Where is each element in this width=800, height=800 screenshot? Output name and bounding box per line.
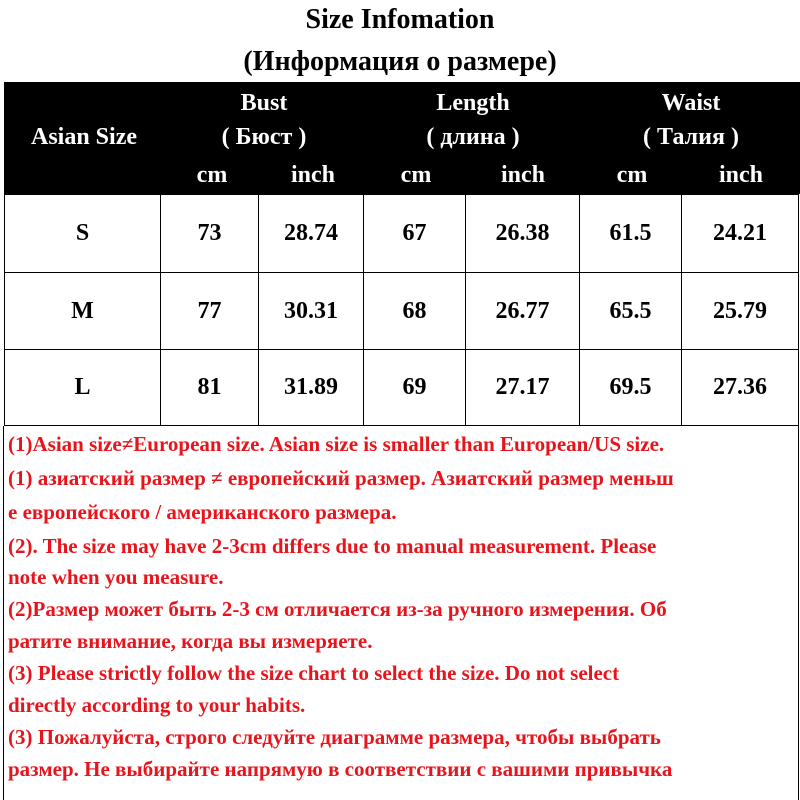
header-asian-size: Asian Size — [30, 124, 137, 150]
header-bust-ru: ( Бюст ) — [221, 124, 307, 150]
note-line: (3) Пожалуйста, строго следуйте диаграмме размера, чтобы выбрать — [8, 725, 661, 749]
row-l-length-cm: 69 — [402, 374, 427, 400]
row-s-waist-cm: 61.5 — [609, 220, 652, 246]
row-s-bust-inch: 28.74 — [284, 220, 338, 246]
note-line: размер. Не выбирайте напрямую в соответствии с вашими привычка — [8, 757, 673, 781]
row-l-waist-cm: 69.5 — [609, 374, 652, 400]
row-l-size: L — [74, 374, 91, 400]
header-waist-ru: ( Талия ) — [643, 124, 739, 150]
table-header — [4, 82, 800, 194]
row-l-bust-cm: 81 — [197, 374, 222, 400]
note-line: (2). The size may have 2-3cm differs due to manual measurement. Please — [8, 534, 657, 558]
header-length: Length — [436, 90, 510, 116]
row-s-size: S — [75, 220, 90, 246]
unit-bust-cm: cm — [196, 162, 228, 188]
note-line: (2)Размер может быть 2-3 см отличается из-за ручного измерения. Об — [8, 597, 667, 621]
header-waist: Waist — [661, 90, 721, 116]
size-table — [4, 194, 799, 426]
row-l-length-inch: 27.17 — [495, 374, 550, 400]
row-s-bust-cm: 73 — [197, 220, 222, 246]
size-notes — [3, 426, 799, 800]
unit-waist-cm: cm — [616, 162, 648, 188]
row-m-bust-cm: 77 — [197, 297, 222, 324]
unit-waist-inch: inch — [718, 162, 763, 188]
row-m-length-cm: 68 — [402, 297, 427, 324]
note-line: (1)Asian size≠European size. Asian size is smaller than European/US size. — [8, 432, 665, 456]
note-line: note when you measure. — [8, 565, 224, 589]
row-s-waist-inch: 24.21 — [713, 220, 767, 246]
note-line: (3) Please strictly follow the size chart to select the size. Do not select — [8, 661, 620, 685]
page-title: Size Infomation — [305, 4, 495, 35]
row-l-waist-inch: 27.36 — [713, 374, 767, 400]
note-line: е европейского / американского размера. — [8, 500, 397, 524]
row-m-size: M — [71, 297, 94, 324]
row-m-bust-inch: 30.31 — [284, 297, 338, 324]
note-line: ратите внимание, когда вы измеряете. — [8, 629, 373, 653]
row-m-waist-cm: 65.5 — [609, 297, 652, 324]
header-bust: Bust — [240, 90, 288, 116]
row-l-bust-inch: 31.89 — [284, 374, 338, 400]
note-line: directly according to your habits. — [8, 693, 306, 717]
row-s-length-inch: 26.38 — [495, 220, 550, 246]
page-subtitle: (Информация о размере) — [243, 46, 557, 77]
row-m-waist-inch: 25.79 — [713, 297, 767, 324]
note-line: (1) азиатский размер ≠ европейский размер. Азиатский размер меньш — [8, 466, 674, 490]
unit-bust-inch: inch — [290, 162, 335, 188]
unit-length-inch: inch — [500, 162, 545, 188]
unit-length-cm: cm — [400, 162, 432, 188]
row-m-length-inch: 26.77 — [495, 297, 550, 324]
row-s-length-cm: 67 — [402, 220, 427, 246]
header-length-ru: ( длина ) — [426, 124, 520, 150]
